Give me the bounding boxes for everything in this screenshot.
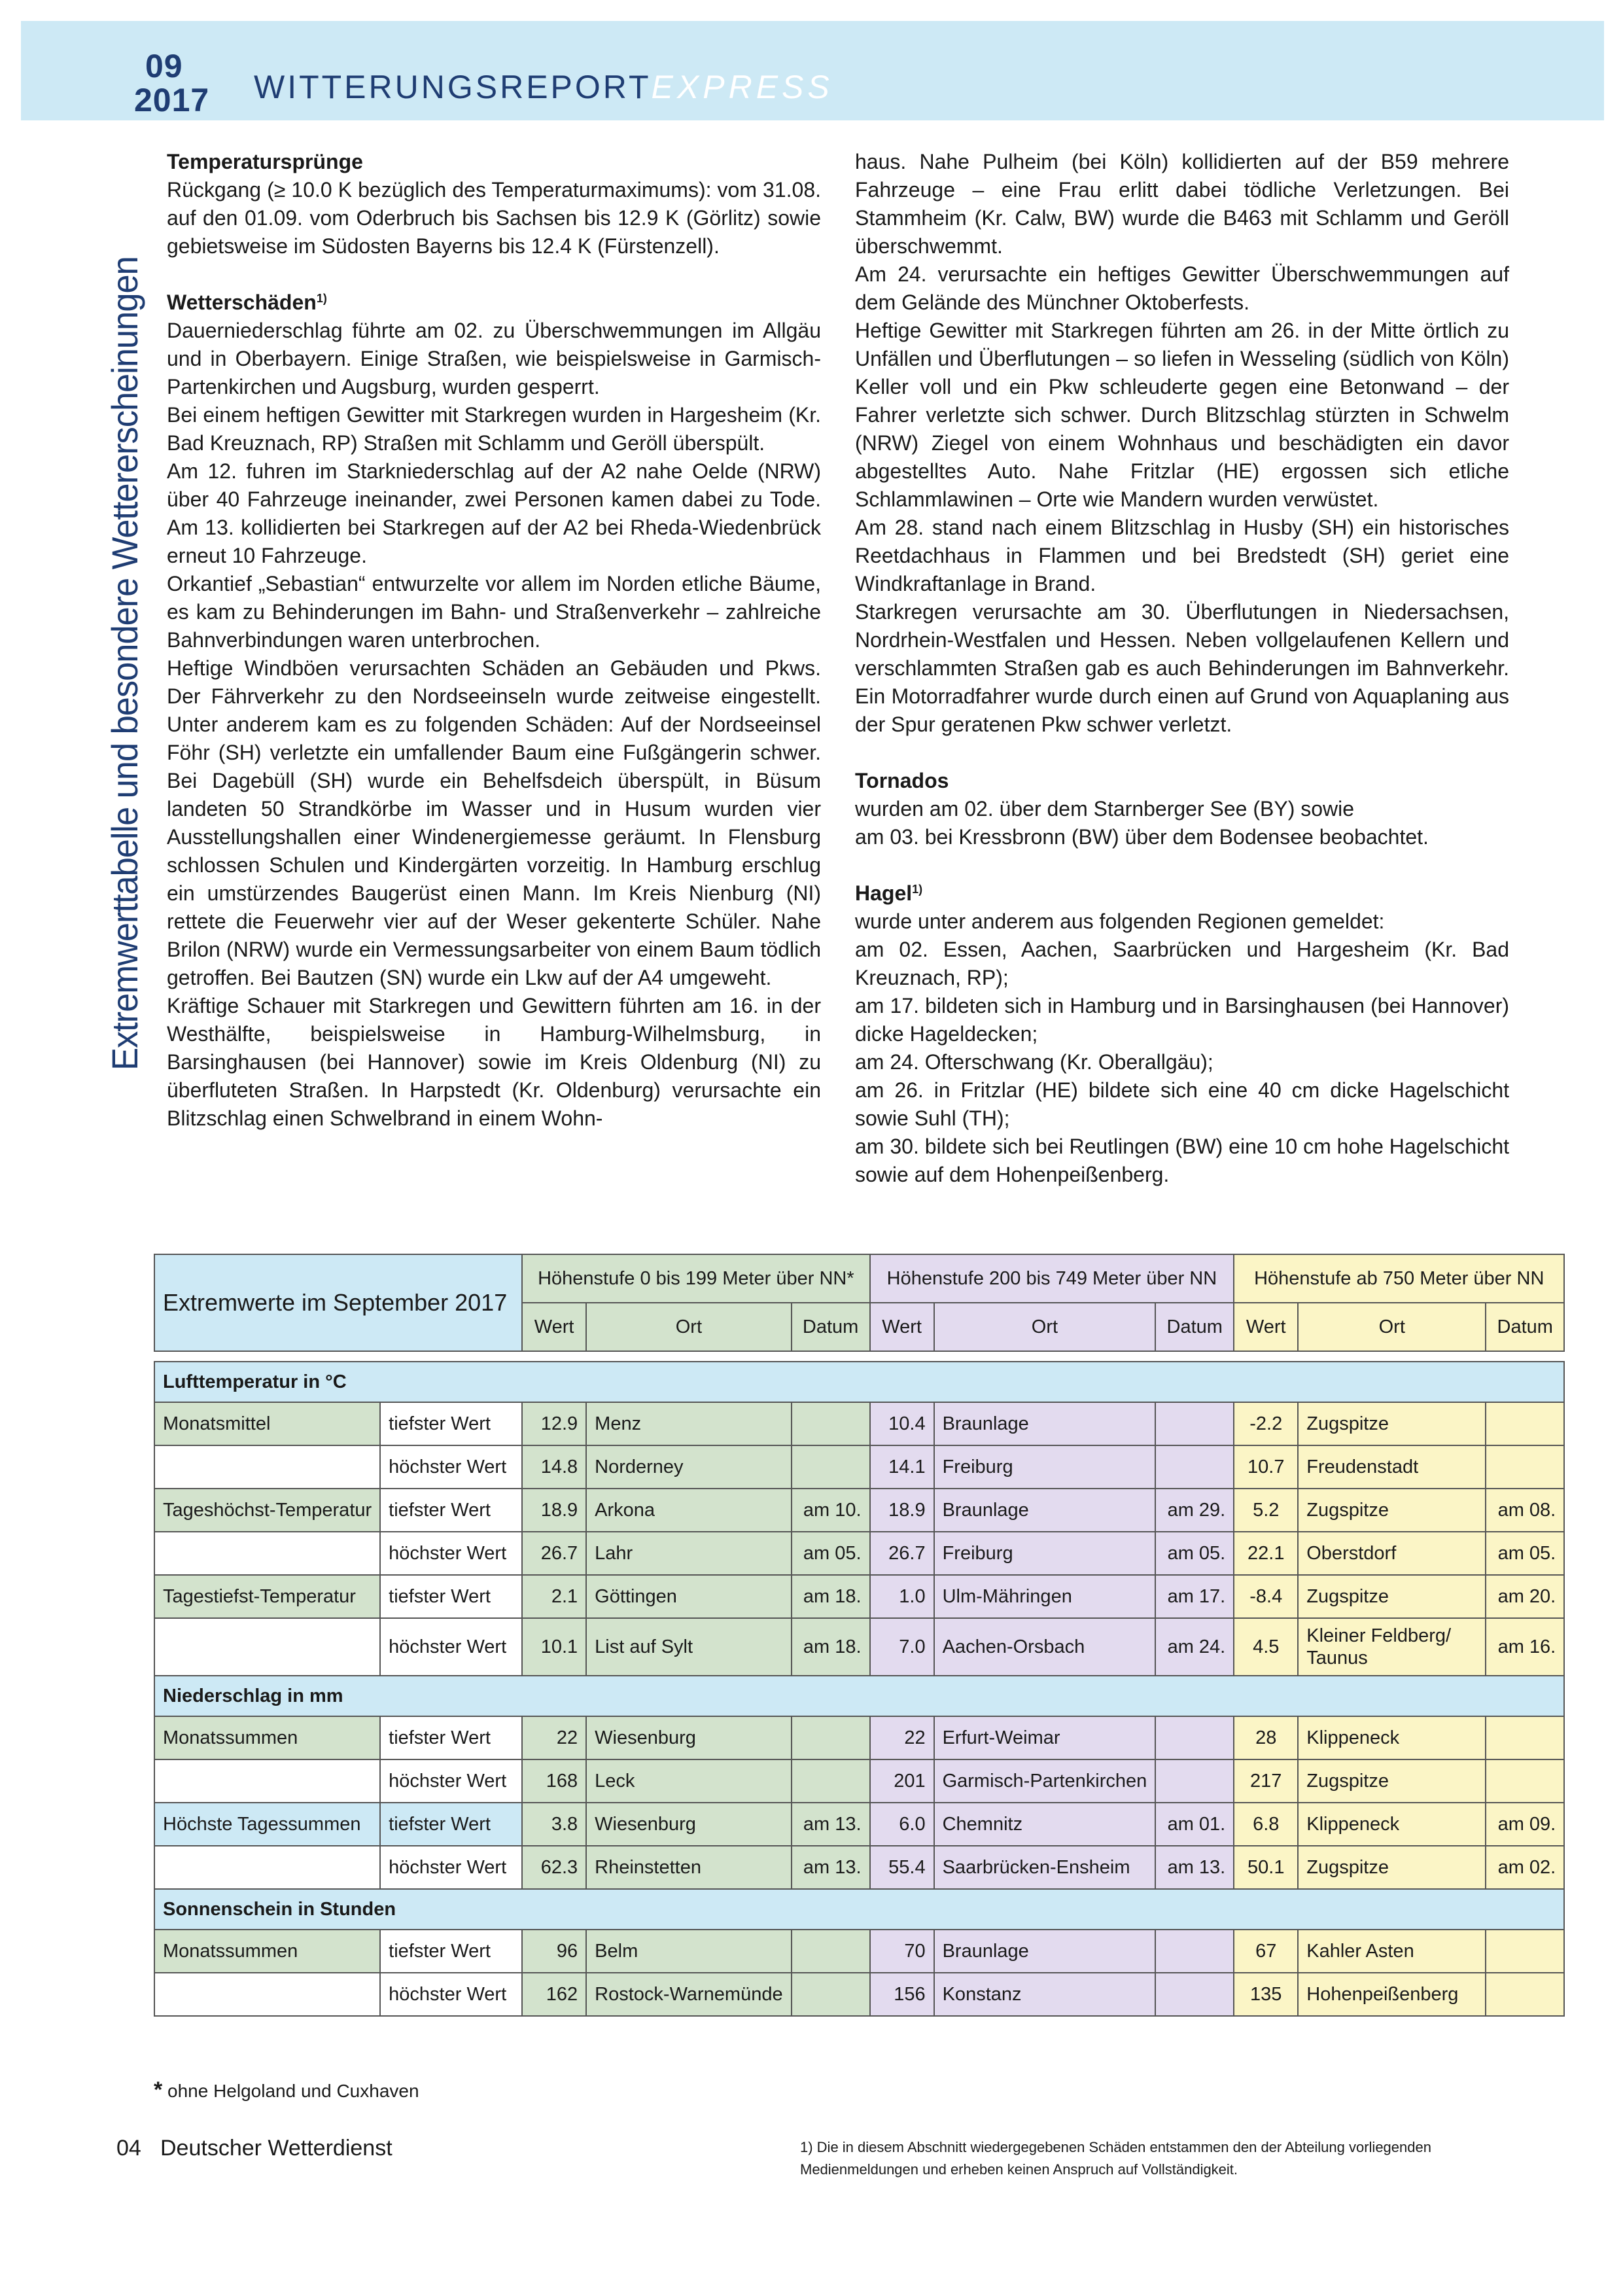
row-kind: höchster Wert: [380, 1445, 522, 1489]
place-band-2: Erfurt-Weimar: [934, 1716, 1156, 1759]
value-band-2: 26.7: [870, 1532, 934, 1575]
section-sunshine: Sonnenschein in Stunden: [154, 1889, 1564, 1930]
place-band-3: Zugspitze: [1298, 1846, 1486, 1889]
damage-paragraph: Am 24. verursachte ein heftiges Gewitter Überschwemmungen auf dem Gelände des Münchner Oktoberfests.: [855, 262, 1509, 314]
sunshine-rows: [154, 1930, 1564, 2016]
section-precipitation: Niederschlag in mm: [154, 1676, 1564, 1716]
precipitation-rows: [154, 1716, 1564, 1889]
tornado-line: wurden am 02. über dem Starnberger See (BY) sowie: [855, 797, 1355, 821]
date-band-2: am 17.: [1155, 1575, 1234, 1618]
row-label: [154, 1973, 380, 2016]
col-header-place: Ort: [934, 1303, 1156, 1351]
place-band-1: Wiesenburg: [586, 1803, 791, 1846]
place-band-2: Konstanz: [934, 1973, 1156, 2016]
value-band-3: 6.8: [1234, 1803, 1298, 1846]
date-band-2: [1155, 1402, 1234, 1445]
table-row: [154, 1402, 1564, 1445]
date-band-3: am 09.: [1486, 1803, 1564, 1846]
place-band-1: Lahr: [586, 1532, 791, 1575]
date-band-3: am 05.: [1486, 1532, 1564, 1575]
place-band-3: [1298, 1618, 1486, 1676]
footnote-star-text: ohne Helgoland und Cuxhaven: [167, 2081, 419, 2101]
altitude-band-3: Höhenstufe ab 750 Meter über NN: [1234, 1254, 1564, 1303]
place-band-1: Göttingen: [586, 1575, 791, 1618]
row-kind: tiefster Wert: [380, 1930, 522, 1973]
hail-intro: wurde unter anderem aus folgenden Regionen gemeldet:: [855, 910, 1385, 933]
place-band-3: Klippeneck: [1298, 1803, 1486, 1846]
date-band-1: [792, 1930, 870, 1973]
temperature-jumps-heading: Temperatursprünge: [167, 150, 363, 173]
damage-paragraph: Am 12. fuhren im Starkniederschlag auf der A2 nahe Oelde (NRW) über 40 Fahrzeuge ineinander, zwei Personen kamen dabei zu Tode. Am 13. kollidierten bei Starkregen auf der A2 bei Rheda-Wiedenbrück erneut 10 Fahrzeuge.: [167, 459, 821, 567]
col-header-place: Ort: [1298, 1303, 1486, 1351]
place-band-2: Braunlage: [934, 1489, 1156, 1532]
report-title-express: EXPRESS: [651, 69, 833, 105]
place-band-1: List auf Sylt: [586, 1618, 791, 1676]
page-number: 04: [116, 2136, 141, 2161]
date-band-1: am 13.: [792, 1803, 870, 1846]
date-band-3: am 02.: [1486, 1846, 1564, 1889]
place-band-1: Menz: [586, 1402, 791, 1445]
value-band-3: 10.7: [1234, 1445, 1298, 1489]
value-band-1: 2.1: [522, 1575, 586, 1618]
side-title: Extremwerttabelle und besondere Wettererscheinungen: [104, 256, 145, 1071]
place-band-2: Ulm-Mähringen: [934, 1575, 1156, 1618]
value-band-1: 3.8: [522, 1803, 586, 1846]
value-band-3: 5.2: [1234, 1489, 1298, 1532]
temperature-jumps-text: Rückgang (≥ 10.0 K bezüglich des Temperaturmaximums): vom 31.08. auf den 01.09. vom Oderbruch bis Sachsen bis 12.9 K (Görlitz) sowie gebietsweise im Südosten Bayerns bis 12.4 K (Fürstenzell).: [167, 178, 821, 258]
hail-item: am 26. in Fritzlar (HE) bildete sich eine 40 cm dicke Hagelschicht sowie Suhl (TH);: [855, 1078, 1509, 1130]
place-band-1: Belm: [586, 1930, 791, 1973]
table-row: [154, 1489, 1564, 1532]
date-band-1: [792, 1973, 870, 2016]
altitude-band-2: Höhenstufe 200 bis 749 Meter über NN: [870, 1254, 1234, 1303]
place-band-1: Rheinstetten: [586, 1846, 791, 1889]
damage-paragraph: Dauerniederschlag führte am 02. zu Überschwemmungen im Allgäu und in Oberbayern. Einige Straßen, wie beispielsweise in Garmisch-Partenkirchen und Augsburg, wurden gesperrt.: [167, 319, 821, 398]
weather-damage-footnote-ref: 1): [316, 292, 327, 305]
value-band-3: -8.4: [1234, 1575, 1298, 1618]
value-band-2: 1.0: [870, 1575, 934, 1618]
value-band-3: 28: [1234, 1716, 1298, 1759]
date-band-2: am 01.: [1155, 1803, 1234, 1846]
date-band-3: [1486, 1930, 1564, 1973]
table-row: [154, 1532, 1564, 1575]
value-band-3: 50.1: [1234, 1846, 1298, 1889]
place-band-2: Freiburg: [934, 1445, 1156, 1489]
row-label: [154, 1618, 380, 1676]
place-band-3: Zugspitze: [1298, 1575, 1486, 1618]
date-band-1: am 13.: [792, 1846, 870, 1889]
place-band-3: Zugspitze: [1298, 1489, 1486, 1532]
row-label: Tageshöchst-Temperatur: [154, 1489, 380, 1532]
date-band-3: [1486, 1759, 1564, 1803]
place-line: Kleiner Feldberg/: [1306, 1625, 1452, 1646]
place-band-3: Zugspitze: [1298, 1402, 1486, 1445]
value-band-3: 135: [1234, 1973, 1298, 2016]
row-label: Monatsmittel: [154, 1402, 380, 1445]
date-band-1: am 05.: [792, 1532, 870, 1575]
date-band-3: am 16.: [1486, 1618, 1564, 1676]
value-band-3: -2.2: [1234, 1402, 1298, 1445]
value-band-1: 26.7: [522, 1532, 586, 1575]
value-band-2: 10.4: [870, 1402, 934, 1445]
hail-item: am 24. Ofterschwang (Kr. Oberallgäu);: [855, 1050, 1213, 1074]
row-kind: höchster Wert: [380, 1846, 522, 1889]
place-band-1: Wiesenburg: [586, 1716, 791, 1759]
date-band-1: am 10.: [792, 1489, 870, 1532]
report-title: [254, 68, 833, 106]
date-band-1: [792, 1716, 870, 1759]
hail-heading: [855, 879, 1509, 908]
col-header-value: Wert: [522, 1303, 586, 1351]
place-band-3: Zugspitze: [1298, 1759, 1486, 1803]
left-column: [167, 148, 821, 1133]
damage-footnote: 1) Die in diesem Abschnitt wiedergegebenen Schäden entstammen den der Abteilung vorliegenden Medienmeldungen und erheben keinen Anspruch auf Vollständigkeit.: [800, 2139, 1431, 2178]
table-footnote: [154, 2077, 419, 2103]
date-band-3: [1486, 1973, 1564, 2016]
row-label: Tagestiefst-Temperatur: [154, 1575, 380, 1618]
issue-year: 2017: [134, 82, 210, 118]
hail-item: am 17. bildeten sich in Hamburg und in Barsinghausen (bei Hannover) dicke Hageldecken;: [855, 994, 1509, 1046]
row-label: [154, 1759, 380, 1803]
table-row: [154, 1803, 1564, 1846]
value-band-2: 70: [870, 1930, 934, 1973]
temperature-rows: [154, 1402, 1564, 1676]
value-band-2: 22: [870, 1716, 934, 1759]
value-band-2: 14.1: [870, 1445, 934, 1489]
tornado-heading: Tornados: [855, 769, 949, 792]
table-row: [154, 1716, 1564, 1759]
date-band-3: [1486, 1445, 1564, 1489]
date-band-3: am 08.: [1486, 1489, 1564, 1532]
place-band-2: Freiburg: [934, 1532, 1156, 1575]
value-band-1: 18.9: [522, 1489, 586, 1532]
date-band-2: am 13.: [1155, 1846, 1234, 1889]
value-band-3: 67: [1234, 1930, 1298, 1973]
place-band-2: Braunlage: [934, 1930, 1156, 1973]
row-label: [154, 1532, 380, 1575]
damage-paragraph: Am 28. stand nach einem Blitzschlag in Husby (SH) ein historisches Reetdachhaus in Flammen und bei Bredstedt (SH) geriet eine Windkraftanlage in Brand.: [855, 516, 1509, 595]
damage-paragraph: Heftige Windböen verursachten Schäden an Gebäuden und Pkws. Der Fährverkehr zu den Nordseeinseln wurde zeitweise eingestellt. Unter anderem kam es zu folgenden Schäden: Auf der Nordseeinsel Föhr (SH) verletzte ein umfallender Baum eine Fußgängerin schwer. Bei Dagebüll (SH) wurde ein Behelfsdeich überspült, in Büsum landeten 50 Strandkörbe im Wasser und in Husum wurden vier Ausstellungshallen einer Windenergiemesse geräumt. In Flensburg schlossen Schulen und Kindergärten vorzeitig. In Hamburg erschlug ein umstürzendes Baugerüst einen Mann. Im Kreis Nienburg (NI) rettete die Feuerwehr vier auf der Weser gekenterte Schüler. Nahe Brilon (NRW) wurde ein Vermessungsarbeiter von einem Baum tödlich getroffen. Bei Bautzen (SN) wurde ein Lkw auf der A4 umgeweht.: [167, 656, 821, 989]
date-band-3: [1486, 1402, 1564, 1445]
row-kind: höchster Wert: [380, 1532, 522, 1575]
date-band-2: [1155, 1930, 1234, 1973]
footnote-star-mark: *: [154, 2077, 163, 2102]
date-band-3: am 20.: [1486, 1575, 1564, 1618]
date-band-2: am 05.: [1155, 1532, 1234, 1575]
date-band-2: [1155, 1973, 1234, 2016]
place-band-2: Chemnitz: [934, 1803, 1156, 1846]
date-band-2: am 24.: [1155, 1618, 1234, 1676]
date-band-2: [1155, 1716, 1234, 1759]
table-row: [154, 1930, 1564, 1973]
table-row: [154, 1575, 1564, 1618]
value-band-1: 12.9: [522, 1402, 586, 1445]
date-band-2: [1155, 1445, 1234, 1489]
weather-damage-heading: [167, 289, 821, 317]
row-kind: höchster Wert: [380, 1618, 522, 1676]
value-band-1: 14.8: [522, 1445, 586, 1489]
place-band-3: Kahler Asten: [1298, 1930, 1486, 1973]
row-label: Monatssummen: [154, 1930, 380, 1973]
value-band-2: 201: [870, 1759, 934, 1803]
hail-footnote-ref: 1): [912, 883, 923, 896]
damage-paragraph: Starkregen verursachte am 30. Überflutungen in Niedersachsen, Nordrhein-Westfalen und Hessen. Neben vollgelaufenen Kellern und verschlammten Straßen gab es auch Behinderungen im Bahnverkehr. Ein Motorradfahrer wurde durch einen auf Grund von Aquaplaning aus der Spur geratenen Pkw schwer verletzt.: [855, 600, 1509, 736]
place-band-1: Leck: [586, 1759, 791, 1803]
hail-heading-text: Hagel: [855, 881, 913, 905]
row-kind: höchster Wert: [380, 1973, 522, 2016]
col-header-date: Datum: [1486, 1303, 1564, 1351]
row-kind: höchster Wert: [380, 1759, 522, 1803]
row-label: [154, 1445, 380, 1489]
damage-paragraph: Orkantief „Sebastian“ entwurzelte vor allem im Norden etliche Bäume, es kam zu Behinderungen im Bahn- und Straßenverkehr – zahlreiche Bahnverbindungen waren unterbrochen.: [167, 572, 821, 652]
col-header-place: Ort: [586, 1303, 791, 1351]
table-row: [154, 1973, 1564, 2016]
date-band-1: [792, 1759, 870, 1803]
row-kind: tiefster Wert: [380, 1716, 522, 1759]
damage-paragraph: Kräftige Schauer mit Starkregen und Gewittern führten am 16. in der Westhälfte, beispielsweise in Hamburg-Wilhelmsburg, in Barsinghausen (bei Hannover) sowie im Kreis Oldenburg (NI) zu überfluteten Straßen. In Harpstedt (Kr. Oldenburg) verursachte ein Blitzschlag einen Schwelbrand in einem Wohn-: [167, 994, 821, 1130]
place-band-1: Rostock-Warnemünde: [586, 1973, 791, 2016]
row-kind: tiefster Wert: [380, 1402, 522, 1445]
table-row: [154, 1846, 1564, 1889]
row-label: Monatssummen: [154, 1716, 380, 1759]
report-title-main: WITTERUNGSREPORT: [254, 69, 652, 105]
place-band-2: Aachen-Orsbach: [934, 1618, 1156, 1676]
damage-paragraph: haus. Nahe Pulheim (bei Köln) kollidierten auf der B59 mehrere Fahrzeuge – eine Frau erlitt dabei tödliche Verletzungen. Bei Stammheim (Kr. Calw, BW) wurde die B463 mit Schlamm und Geröll überschwemmt.: [855, 150, 1509, 258]
date-band-2: [1155, 1759, 1234, 1803]
place-band-1: Arkona: [586, 1489, 791, 1532]
section-air-temperature: Lufttemperatur in °C: [154, 1362, 1564, 1402]
value-band-3: 217: [1234, 1759, 1298, 1803]
table-row: [154, 1618, 1564, 1676]
date-band-1: [792, 1402, 870, 1445]
weather-damage-heading-text: Wetterschäden: [167, 291, 317, 314]
altitude-band-1: Höhenstufe 0 bis 199 Meter über NN*: [522, 1254, 869, 1303]
row-label: [154, 1846, 380, 1889]
place-band-2: Garmisch-Partenkirchen: [934, 1759, 1156, 1803]
issue-month: 09: [145, 48, 183, 84]
value-band-1: 162: [522, 1973, 586, 2016]
row-label: Höchste Tagessummen: [154, 1803, 380, 1846]
row-kind: tiefster Wert: [380, 1489, 522, 1532]
col-header-value: Wert: [870, 1303, 934, 1351]
date-band-1: am 18.: [792, 1575, 870, 1618]
hail-item: am 30. bildete sich bei Reutlingen (BW) eine 10 cm hohe Hagelschicht sowie auf dem Hohenpeißenberg.: [855, 1135, 1509, 1186]
date-band-2: am 29.: [1155, 1489, 1234, 1532]
place-band-2: Braunlage: [934, 1402, 1156, 1445]
table-row: [154, 1759, 1564, 1803]
row-kind: tiefster Wert: [380, 1803, 522, 1846]
date-band-3: [1486, 1716, 1564, 1759]
publisher-name: Deutscher Wetterdienst: [160, 2136, 393, 2161]
col-header-date: Datum: [792, 1303, 870, 1351]
hail-item: am 02. Essen, Aachen, Saarbrücken und Hargesheim (Kr. Bad Kreuznach, RP);: [855, 938, 1509, 989]
col-header-value: Wert: [1234, 1303, 1298, 1351]
value-band-2: 156: [870, 1973, 934, 2016]
place-line: Taunus: [1306, 1648, 1368, 1669]
row-kind: tiefster Wert: [380, 1575, 522, 1618]
col-header-date: Datum: [1155, 1303, 1234, 1351]
table-row: [154, 1445, 1564, 1489]
damage-paragraph: Bei einem heftigen Gewitter mit Starkregen wurden in Hargesheim (Kr. Bad Kreuznach, RP) Straßen mit Schlamm und Geröll überspült.: [167, 403, 821, 455]
value-band-1: 168: [522, 1759, 586, 1803]
right-column: [855, 148, 1509, 1189]
extremes-table: [154, 1254, 1565, 2017]
date-band-1: [792, 1445, 870, 1489]
value-band-2: 18.9: [870, 1489, 934, 1532]
value-band-1: 10.1: [522, 1618, 586, 1676]
place-band-3: Freudenstadt: [1298, 1445, 1486, 1489]
value-band-2: 6.0: [870, 1803, 934, 1846]
table-title: Extremwerte im September 2017: [154, 1254, 522, 1351]
place-band-3: Hohenpeißenberg: [1298, 1973, 1486, 2016]
value-band-1: 62.3: [522, 1846, 586, 1889]
place-band-3: Klippeneck: [1298, 1716, 1486, 1759]
value-band-3: 4.5: [1234, 1618, 1298, 1676]
value-band-1: 22: [522, 1716, 586, 1759]
value-band-2: 7.0: [870, 1618, 934, 1676]
value-band-3: 22.1: [1234, 1532, 1298, 1575]
value-band-2: 55.4: [870, 1846, 934, 1889]
tornado-line: am 03. bei Kressbronn (BW) über dem Bodensee beobachtet.: [855, 825, 1429, 849]
place-band-1: Norderney: [586, 1445, 791, 1489]
damage-paragraph: Heftige Gewitter mit Starkregen führten am 26. in der Mitte örtlich zu Unfällen und Überflutungen – so liefen in Wesseling (südlich von Köln) Keller voll und ein Pkw schleuderte gegen eine Betonwand – der Fahrer verletzte sich schwer. Durch Blitzschlag stürzten in Schwelm (NRW) Ziegel von einem Wohnhaus und beschädigten ein davor abgestelltes Auto. Nahe Fritzlar (HE) ergossen sich etliche Schlammlawinen – Orte wie Mandern wurden verwüstet.: [855, 319, 1509, 511]
value-band-1: 96: [522, 1930, 586, 1973]
date-band-1: am 18.: [792, 1618, 870, 1676]
place-band-3: Oberstdorf: [1298, 1532, 1486, 1575]
place-band-2: Saarbrücken-Ensheim: [934, 1846, 1156, 1889]
